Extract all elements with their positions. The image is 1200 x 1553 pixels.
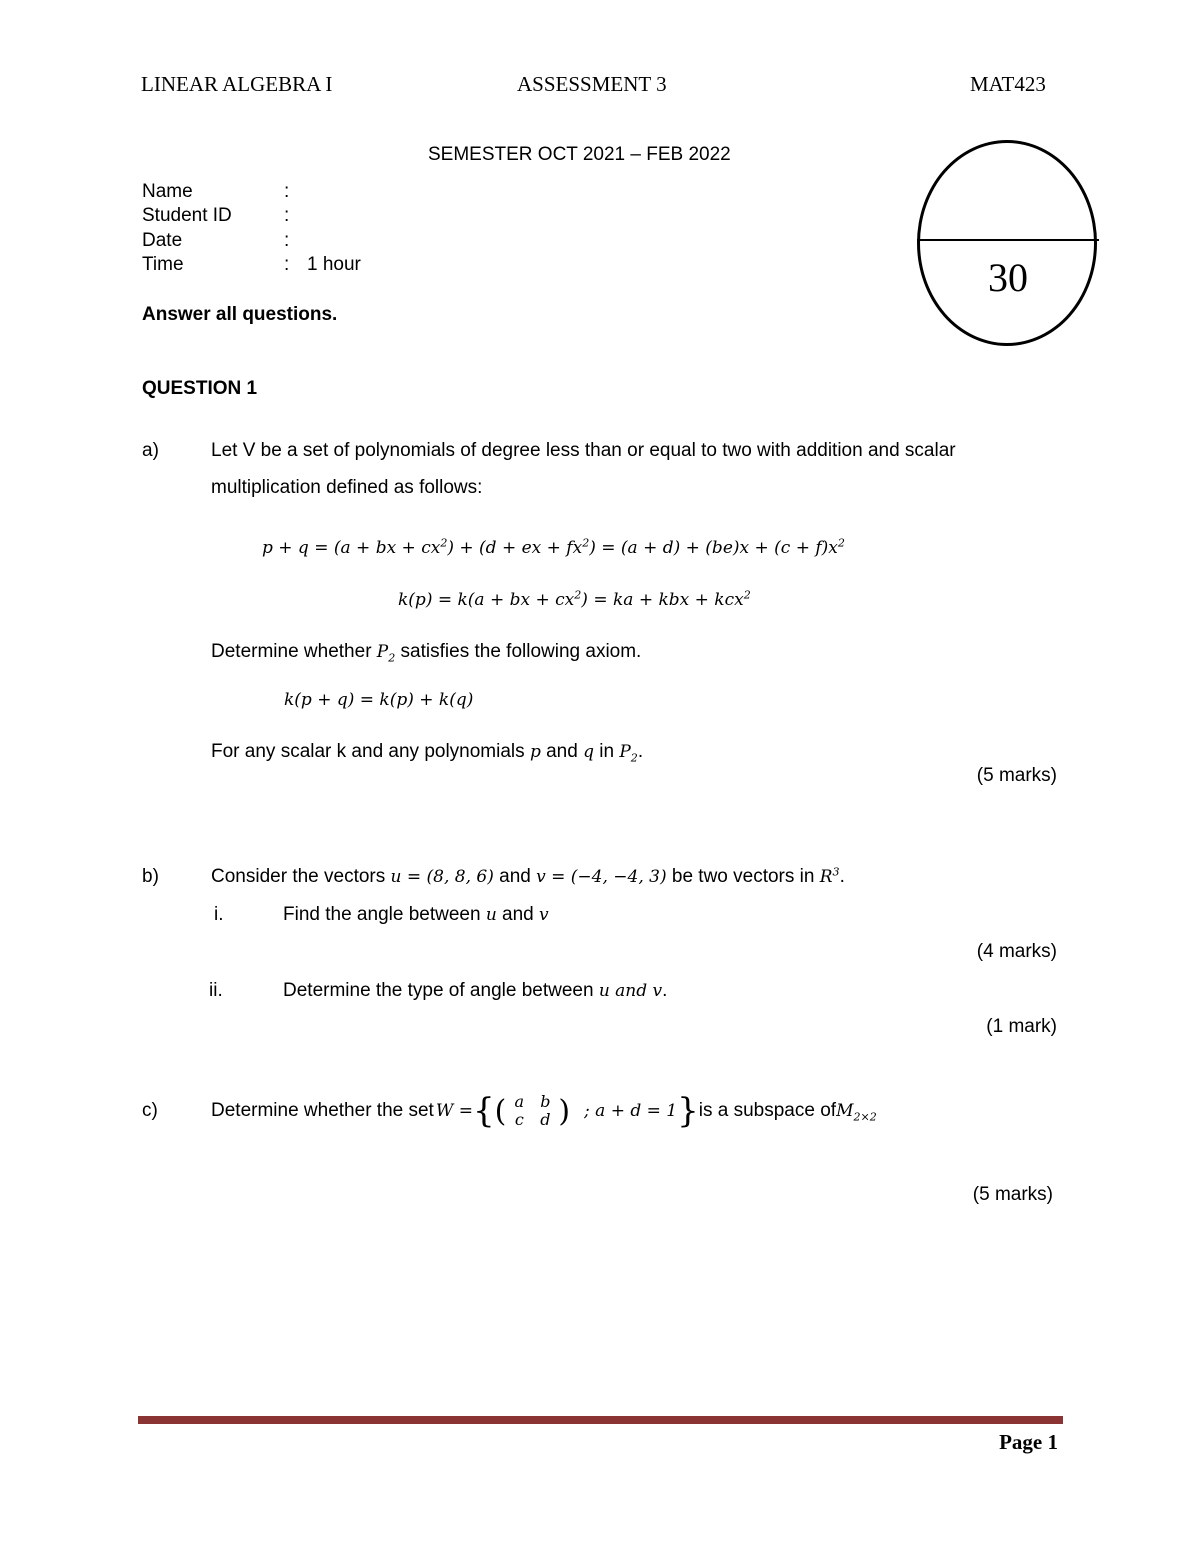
part-c-label: c) bbox=[142, 1100, 158, 1121]
part-b-ii-label: ii. bbox=[209, 980, 223, 1001]
page-number: Page 1 bbox=[999, 1430, 1058, 1454]
student-id-colon: : bbox=[284, 205, 290, 226]
name-colon: : bbox=[284, 181, 290, 202]
time-colon: : bbox=[284, 254, 290, 275]
set-brace-close: } bbox=[677, 1091, 699, 1131]
part-a-marks: (5 marks) bbox=[976, 765, 1057, 786]
semester-line: SEMESTER OCT 2021 – FEB 2022 bbox=[428, 144, 731, 165]
part-c-marks: (5 marks) bbox=[972, 1184, 1053, 1205]
score-total: 30 bbox=[988, 255, 1028, 300]
date-colon: : bbox=[284, 230, 290, 251]
part-b-ii-text: Determine the type of angle between u and v. bbox=[283, 980, 668, 1001]
determine-axiom-text: Determine whether $P_2$ satisfies the following axiom. bbox=[211, 641, 642, 665]
name-label: Name bbox=[142, 181, 193, 202]
part-b-text: Consider the vectors u = (8, 8, 6) and v = (−4, −4, 3) be two vectors in $R^3$. bbox=[211, 865, 845, 887]
matrix-2x2: a b c d bbox=[514, 1092, 551, 1129]
score-divider bbox=[917, 239, 1099, 241]
part-a-label: a) bbox=[142, 440, 159, 461]
addition-equation: p + q = (a + bx + $cx^2) + (d$ + ex + $fx^2) = (a + d) + (be)x + (c + f)x^2$ bbox=[262, 536, 845, 558]
part-b-ii-marks: (1 mark) bbox=[986, 1016, 1057, 1037]
time-value: 1 hour bbox=[307, 254, 361, 275]
time-label: Time bbox=[142, 254, 184, 275]
course-title: LINEAR ALGEBRA I bbox=[141, 72, 333, 96]
set-brace-open: { bbox=[472, 1091, 495, 1131]
matrix-paren-open: ( bbox=[494, 1093, 507, 1129]
scalar-equation: k(p) = k(a + bx + $cx^2$) = ka + kbx + kcx$^2$ bbox=[398, 588, 751, 610]
part-a-line1: Let V be a set of polynomials of degree less than or equal to two with addition and scalar bbox=[211, 440, 956, 461]
matrix-paren-close: ) bbox=[558, 1093, 571, 1129]
part-b-i-label: i. bbox=[214, 904, 224, 925]
for-any-text: For any scalar k and any polynomials p and q in $P_2$. bbox=[211, 741, 644, 765]
course-code: MAT423 bbox=[970, 72, 1046, 96]
part-b-i-marks: (4 marks) bbox=[976, 941, 1057, 962]
part-b-i-text: Find the angle between u and v bbox=[283, 904, 549, 925]
part-b-label: b) bbox=[142, 866, 159, 887]
question-title: QUESTION 1 bbox=[142, 378, 258, 399]
part-a-line2: multiplication defined as follows: bbox=[211, 477, 483, 498]
assessment-title: ASSESSMENT 3 bbox=[517, 72, 667, 96]
student-id-label: Student ID bbox=[142, 205, 232, 226]
axiom-equation: k(p + q) = k(p) + k(q) bbox=[284, 690, 474, 710]
instruction: Answer all questions. bbox=[142, 304, 338, 325]
part-c-text: Determine whether the set W = { ( a b c d ) ; a + d = 1 } is a subspace of $M_{2\times 2}$ bbox=[211, 1091, 877, 1131]
footer-divider bbox=[138, 1416, 1063, 1424]
date-label: Date bbox=[142, 230, 183, 251]
score-circle bbox=[917, 140, 1097, 346]
